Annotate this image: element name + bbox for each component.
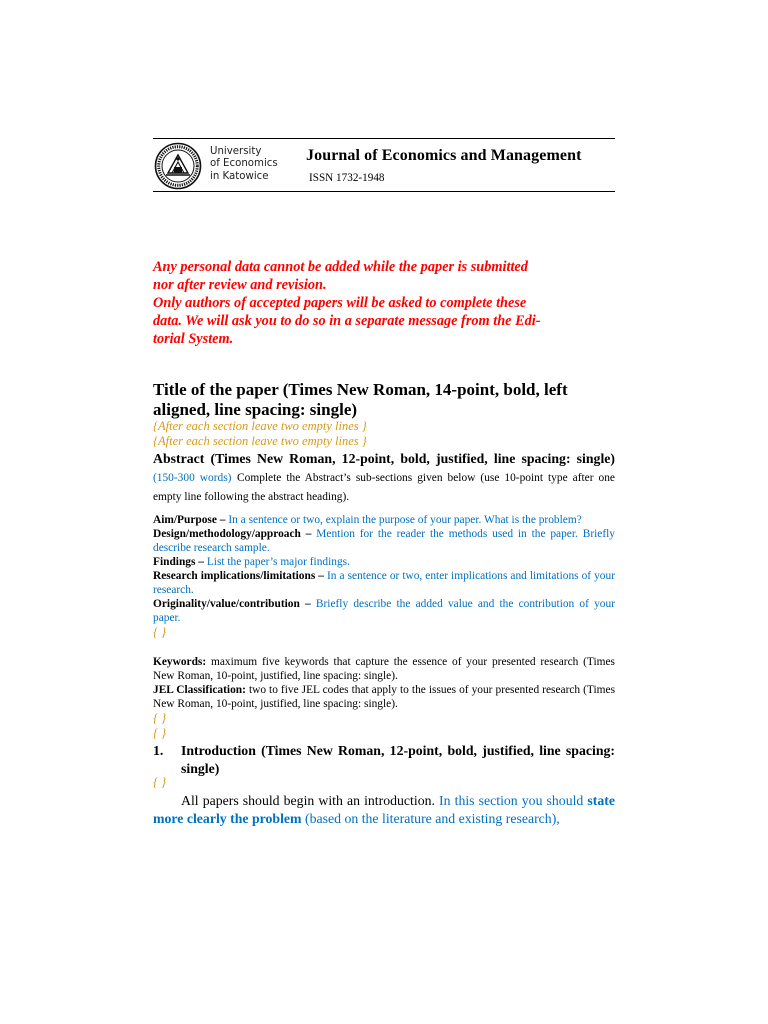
university-name-line: University <box>210 146 262 157</box>
notice-line: Any personal data cannot be added while the paper is submitted <box>153 259 528 275</box>
section-heading-text: Introduction (Times New Roman, 12-point, bold, justified, line spacing: single) <box>181 743 615 776</box>
abstract-instruction: Complete the Abstract’s sub-sections given below (use 10-point type after one empty line following the abstract heading). <box>153 471 615 503</box>
subsection-label: Research implications/limitations – <box>153 570 324 582</box>
subsection-label: Findings – <box>153 556 204 568</box>
para-highlight: (based on the literature and existing research), <box>305 811 560 826</box>
university-seal-logo <box>154 142 202 190</box>
jel-text: two to five JEL codes that apply to the issues of your presented research (Times New Roman, 10-point, justified, line spacing: single). <box>153 684 615 710</box>
empty-line-marker: { } <box>153 625 167 639</box>
jel-label: JEL Classification: <box>153 684 246 696</box>
para-emphasis: state more clearly the problem <box>153 793 616 826</box>
abstract-heading: Abstract (Times New Roman, 12-point, bold, justified, line spacing: single) <box>153 451 615 466</box>
abstract-heading-block <box>153 450 615 507</box>
abstract-subsections <box>153 513 615 640</box>
keywords-label: Keywords: <box>153 656 207 668</box>
paper-title: Title of the paper (Times New Roman, 14-point, bold, left aligned, line spacing: single) <box>153 380 568 419</box>
issn: ISSN 1732-1948 <box>309 172 385 184</box>
notice-line: data. We will ask you to do so in a separate message from the Edi- <box>153 313 541 329</box>
subsection-text: Briefly describe the added value and the contribution of your paper. <box>153 598 615 624</box>
abstract-word-count: (150-300 words) <box>153 471 232 484</box>
journal-title: Journal of Economics and Management <box>306 147 582 164</box>
subsection-aim <box>153 513 615 527</box>
jel-classification <box>153 683 615 711</box>
keywords-text: maximum five keywords that capture the essence of your presented research (Times New Roman, 10-point, justified, line spacing: single). <box>153 656 615 682</box>
spacing-note: {After each section leave two empty lines } <box>153 419 367 433</box>
subsection-label: Aim/Purpose – <box>153 514 226 526</box>
subsection-text: In a sentence or two, enter implications and limitations of your research. <box>153 570 615 596</box>
section-number: 1. <box>153 743 164 758</box>
para-text: All papers should begin with an introduction. <box>181 793 435 808</box>
keywords-block <box>153 655 615 741</box>
university-name-line: in Katowice <box>210 170 269 182</box>
para-highlight: In this section you should <box>439 793 584 808</box>
keywords <box>153 655 615 683</box>
notice-line: Only authors of accepted papers will be asked to complete these <box>153 295 527 311</box>
subsection-text: In a sentence or two, explain the purpose of your paper. What is the problem? <box>228 514 582 526</box>
subsection-findings <box>153 555 615 569</box>
subsection-label: Design/methodology/approach – <box>153 528 312 540</box>
subsection-text: Mention for the reader the methods used in the paper. Briefly describe research sample. <box>153 528 615 554</box>
subsection-implications <box>153 569 615 597</box>
subsection-label: Originality/value/contribution – <box>153 598 311 610</box>
empty-line-marker: { } <box>153 711 167 725</box>
personal-data-notice <box>153 258 617 348</box>
subsection-design <box>153 527 615 555</box>
university-name-line: of Economics <box>210 158 278 170</box>
notice-line: torial System. <box>153 331 234 347</box>
subsection-originality <box>153 597 615 625</box>
subsection-text: List the paper’s major findings. <box>206 556 350 568</box>
spacing-note: {After each section leave two empty lines } <box>153 434 367 448</box>
introduction-paragraph <box>153 792 615 828</box>
university-name <box>210 146 278 183</box>
notice-line: nor after review and revision. <box>153 277 327 293</box>
journal-header <box>153 138 615 192</box>
empty-line-marker: { } <box>153 775 167 789</box>
empty-line-marker: { } <box>153 726 167 740</box>
